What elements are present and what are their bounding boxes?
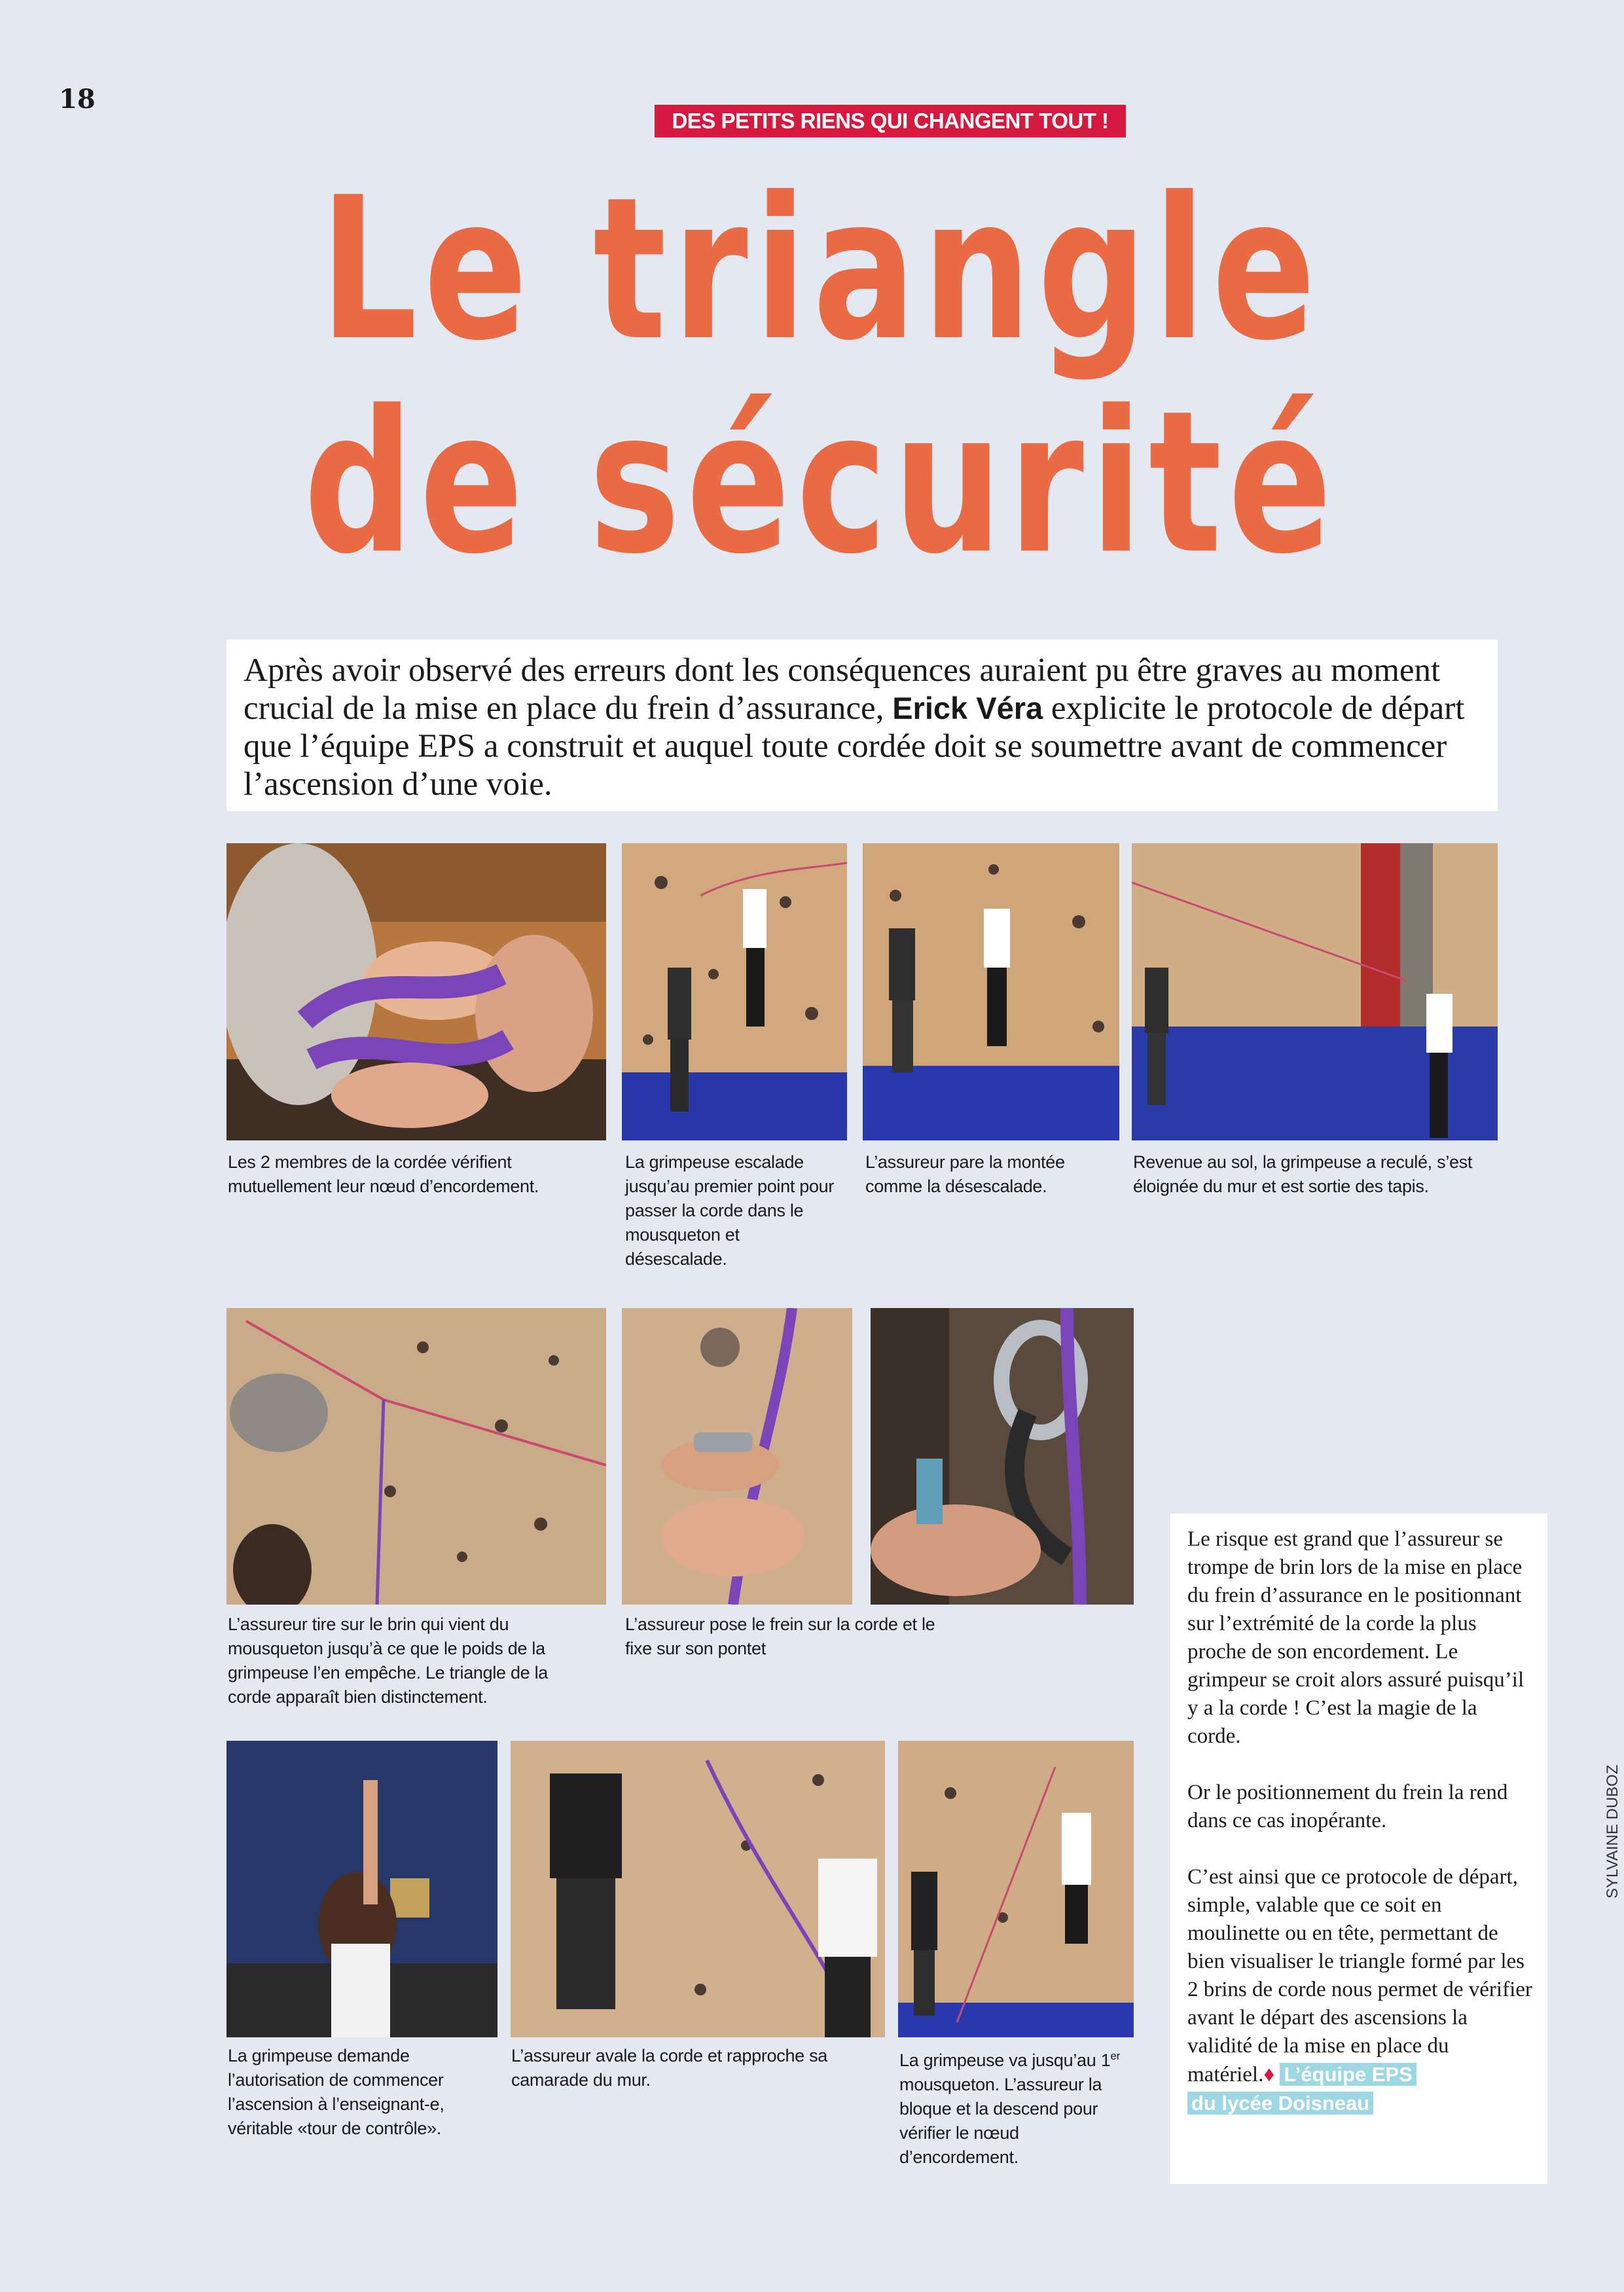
photo-belayer-spotting xyxy=(863,843,1119,1140)
page-title-line-2: de sécurité xyxy=(303,369,1339,597)
caption-climber-lowered-part2: mousqueton. L’assureur la bloque et la descend pour vérifier le nœud d’encordement. xyxy=(899,2075,1102,2167)
caption-belayer-takes-in-rope: L’assureur avale la corde et rapproche sa camarade du mur. xyxy=(511,2046,827,2090)
page-number: 18 xyxy=(59,84,96,115)
caption-climber-lowered xyxy=(899,2044,1135,2170)
section-kicker: DES PETITS RIENS QUI CHANGENT TOUT ! xyxy=(655,105,1126,137)
diamond-icon: ♦ xyxy=(1263,2063,1275,2086)
caption-knot-check: Les 2 membres de la cordée vérifient mutuellement leur nœud d’encordement. xyxy=(228,1152,539,1196)
photo-permission-request xyxy=(226,1741,497,2037)
caption-rope-triangle: L’assureur tire sur le brin qui vient du mousqueton jusqu’à ce que le poids de la grimpeuse l’en empêche. Le triangle de la corde apparaît bien distinctement. xyxy=(228,1614,549,1707)
sidebar-paragraph-2: Or le positionnement du frein la rend dans ce cas inopérante. xyxy=(1187,1781,1508,1832)
photo-credit: SYLVAINE DUBOZ xyxy=(1604,1764,1621,1899)
sidebar-paragraph-3 xyxy=(1187,1863,1534,2118)
sidebar-paragraph-3-text: C’est ainsi que ce protocole de départ, simple, valable que ce soit en moulinette ou en tête, permettant de bien visualiser le triangle formé par les 2 brins de corde nous permet de vérifier avant le départ des ascensions la validité de la mise en place du matériel. xyxy=(1187,1865,1532,2086)
caption-climber-back-away: Revenue au sol, la grimpeuse a reculé, s’est éloignée du mur et est sortie des tapis. xyxy=(1133,1152,1473,1196)
photo-climber-back-away xyxy=(1132,843,1498,1140)
photo-belayer-takes-in-rope xyxy=(511,1741,885,2037)
intro-paragraph xyxy=(226,640,1498,811)
intro-text-before: Après avoir observé des erreurs dont les conséquences auraient pu être graves au moment crucial de la mise en place du frein d’assurance, xyxy=(244,652,1441,727)
caption-climber-lowered-part1: La grimpeuse va jusqu’au 1 xyxy=(899,2050,1111,2070)
page-title-line-1: Le triangle xyxy=(319,155,1322,384)
signature-line-1: L’équipe EPS xyxy=(1280,2063,1416,2086)
photo-rope-triangle xyxy=(226,1308,606,1605)
sidebar-box xyxy=(1170,1514,1547,2184)
caption-climber-clipping: La grimpeuse escalade jusqu’au premier point pour passer la corde dans le mousqueton et désescalade. xyxy=(625,1152,835,1269)
photo-climber-lowered xyxy=(898,1741,1134,2037)
photo-belay-device-placement xyxy=(622,1308,852,1605)
caption-belay-device-placement: L’assureur pose le frein sur la corde et le fixe sur son pontet xyxy=(625,1614,935,1658)
intro-text-after: explicite le protocole de départ que l’équipe EPS a construit et auquel toute cordée doit se soumettre avant de commencer l’ascension d’une voie. xyxy=(244,690,1465,803)
caption-climber-lowered-sup: er xyxy=(1110,2050,1120,2062)
photo-device-on-harness xyxy=(871,1308,1134,1605)
author-name: Erick Véra xyxy=(892,691,1043,725)
caption-belayer-spotting: L’assureur pare la montée comme la désescalade. xyxy=(865,1152,1065,1196)
photo-climber-clipping xyxy=(622,843,847,1140)
signature-line-2: du lycée Doisneau xyxy=(1187,2092,1373,2115)
caption-permission-request: La grimpeuse demande l’autorisation de commencer l’ascension à l’enseignant-e, véritable «tour de contrôle». xyxy=(228,2046,444,2138)
sidebar-paragraph-1: Le risque est grand que l’assureur se trompe de brin lors de la mise en place du frein d’assurance en le positionnant sur l’extrémité de la corde la plus proche de son encordement. Le grimpeur se croit alors assuré puisqu’il y a la corde ! C’est la magie de la corde. xyxy=(1187,1527,1525,1748)
photo-knot-check xyxy=(226,843,606,1140)
